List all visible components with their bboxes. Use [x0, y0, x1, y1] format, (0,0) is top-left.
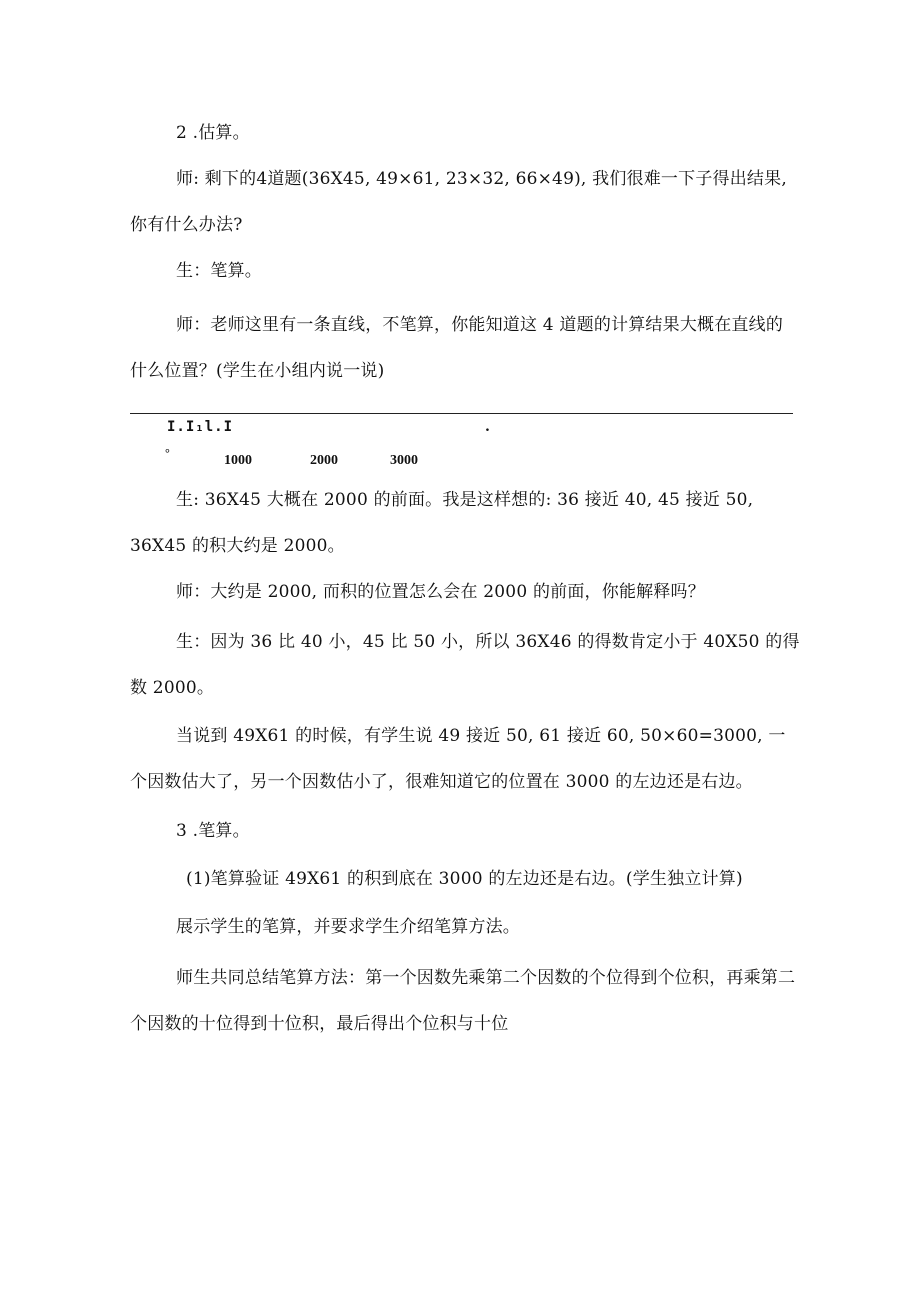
narration-paragraph: 当说到 49X61 的时候，有学生说 49 接近 50, 61 接近 60, 50×60=3000, 一个因数估大了，另一个因数估小了，很难知道它的位置在 3000 的左边还是右边。 [130, 726, 786, 792]
teacher-explain-paragraph: 师：大约是 2000, 而积的位置怎么会在 2000 的前面，你能解释吗？ [176, 582, 705, 602]
number-line-axis [130, 413, 793, 414]
number-line-ticks: I.I₁l.I [167, 419, 234, 435]
student-explain-paragraph: 生：因为 36 比 40 小，45 比 50 小，所以 36X46 的得数肯定小于 40X50 的得数 2000。 [130, 632, 800, 698]
student-answer-paragraph: 生：笔算。 [176, 261, 262, 281]
show-method-paragraph: 展示学生的笔算，并要求学生介绍笔算方法。 [176, 917, 520, 937]
summary-paragraph: 师生共同总结笔算方法：第一个因数先乘第二个因数的个位得到个位积，再乘第二个因数的十位得到十位积，最后得出个位积与十位 [130, 968, 796, 1034]
number-line-label-1000: 1000 [224, 453, 252, 468]
student-estimate-paragraph: 生: 36X45 大概在 2000 的前面。我是这样想的: 36 接近 40, 45 接近 50, 36X45 的积大约是 2000。 [130, 490, 754, 556]
number-line-label-2000: 2000 [310, 453, 338, 468]
section-heading-written: 3 .笔算。 [176, 821, 250, 841]
verify-task-paragraph: (1)笔算验证 49X61 的积到底在 3000 的左边还是右边。(学生独立计算) [186, 869, 743, 889]
teacher-question-paragraph: 师: 剩下的4道题(36X45, 49×61, 23×32, 66×49), 我们很难一下子得出结果, 你有什么办法? [130, 169, 787, 235]
number-line-end-dot: . [485, 419, 490, 435]
section-heading-estimate: 2 .估算。 [176, 123, 250, 143]
number-line-label-3000: 3000 [390, 453, 418, 468]
teacher-line-question-paragraph: 师：老师这里有一条直线，不笔算，你能知道这 4 道题的计算结果大概在直线的什么位置？(学生在小组内说一说) [130, 315, 784, 381]
number-line-origin: ° [165, 446, 170, 460]
